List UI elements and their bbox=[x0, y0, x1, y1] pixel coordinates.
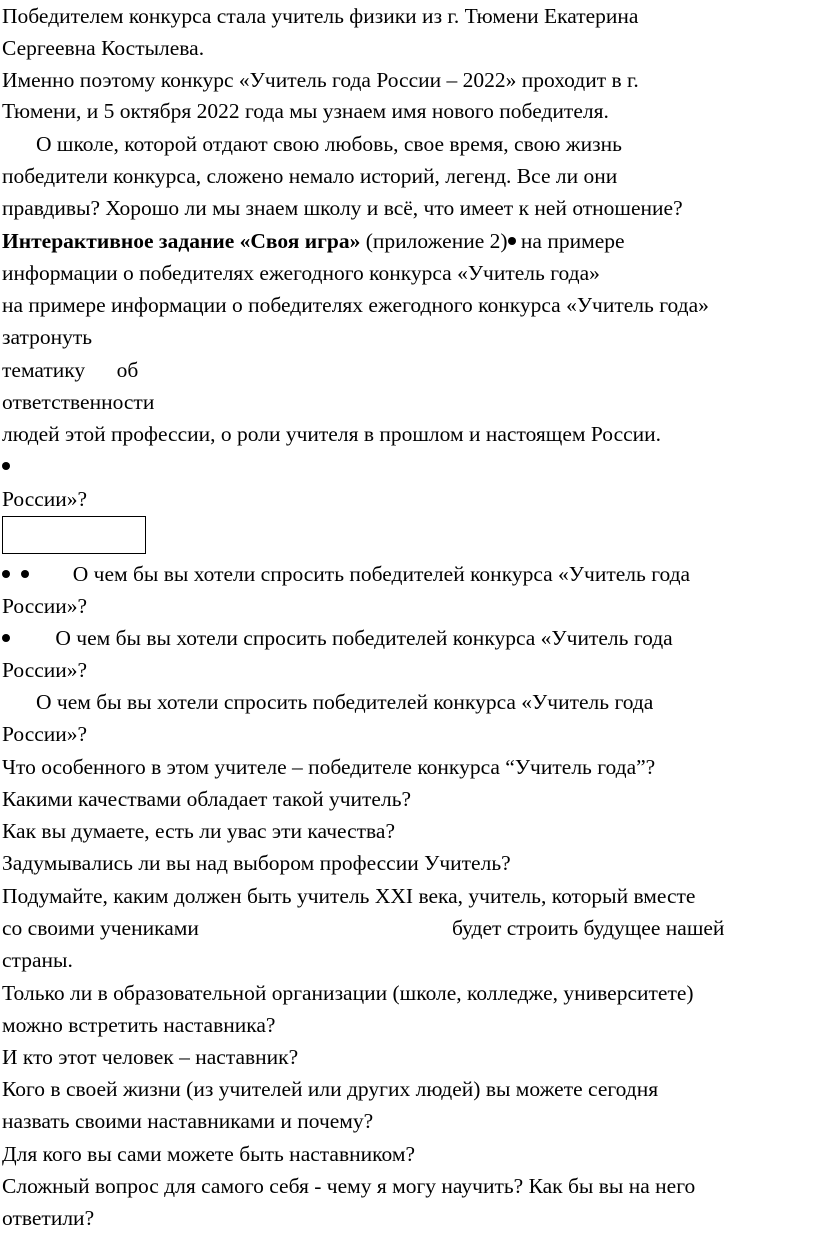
paragraph-line: России»? bbox=[2, 594, 88, 618]
bullet-icon bbox=[2, 570, 10, 578]
word: об bbox=[116, 358, 139, 382]
paragraph-line: Кого в своей жизни (из учителей или других людей) вы можете сегодня bbox=[2, 1077, 659, 1101]
paragraph-line: Подумайте, каким должен быть учитель XXI века, учитель, который вместе bbox=[2, 884, 696, 908]
task-appendix: (приложение 2) bbox=[360, 229, 508, 253]
paragraph-line: победители конкурса, сложено немало историй, легенд. Все ли они bbox=[2, 164, 618, 188]
word: тематику bbox=[2, 358, 86, 382]
paragraph-line: Как вы думаете, есть ли увас эти качества? bbox=[2, 819, 396, 843]
empty-box bbox=[2, 516, 146, 554]
paragraph-line: России»? bbox=[2, 487, 88, 511]
paragraph-line: людей этой профессии, о роли учителя в прошлом и настоящем России. bbox=[2, 422, 662, 446]
question-text: О чем бы вы хотели спросить победителей конкурса «Учитель года bbox=[72, 562, 691, 586]
question-text: О чем бы вы хотели спросить победителей конкурса «Учитель года bbox=[55, 626, 673, 650]
task-rest: на примере bbox=[515, 229, 625, 253]
paragraph-line: Тюмени, и 5 октября 2022 года мы узнаем имя нового победителя. bbox=[2, 99, 609, 123]
paragraph-line: информации о победителях ежегодного конкурса «Учитель года» bbox=[2, 261, 600, 285]
paragraph-line: назвать своими наставниками и почему? bbox=[2, 1109, 374, 1133]
paragraph-line: правдивы? Хорошо ли мы знаем школу и всё, что имеет к ней отношение? bbox=[2, 196, 683, 220]
paragraph-line: Сергеевна Костылева. bbox=[2, 36, 205, 60]
word: будет строить будущее нашей bbox=[452, 916, 725, 940]
paragraph-line: Именно поэтому конкурс «Учитель года России – 2022» проходит в г. bbox=[2, 68, 639, 92]
paragraph-line: Какими качествами обладает такой учитель? bbox=[2, 787, 412, 811]
paragraph-line: России»? bbox=[2, 658, 88, 682]
paragraph-line: Только ли в образовательной организации (школе, колледже, университете) bbox=[2, 981, 694, 1005]
bullet-icon bbox=[21, 570, 29, 578]
paragraph-line: можно встретить наставника? bbox=[2, 1013, 276, 1037]
paragraph-line: страны. bbox=[2, 948, 73, 972]
task-heading-line bbox=[2, 227, 625, 255]
paragraph-line: О чем бы вы хотели спросить победителей конкурса «Учитель года bbox=[36, 690, 654, 714]
bullet-icon bbox=[508, 237, 516, 245]
bullet-icon bbox=[2, 634, 10, 642]
paragraph-line: Для кого вы сами можете быть наставником? bbox=[2, 1142, 415, 1166]
paragraph-line: России»? bbox=[2, 722, 88, 746]
paragraph-line: на примере информации о победителях ежегодного конкурса «Учитель года» bbox=[2, 293, 709, 317]
bullet-line bbox=[2, 452, 10, 480]
bullet-line bbox=[2, 560, 690, 588]
paragraph-line: Победителем конкурса стала учитель физики из г. Тюмени Екатерина bbox=[2, 4, 639, 28]
paragraph-line: Задумывались ли вы над выбором профессии Учитель? bbox=[2, 851, 511, 875]
paragraph-line: ответили? bbox=[2, 1206, 95, 1230]
word: со своими учениками bbox=[2, 916, 199, 940]
paragraph-line bbox=[2, 914, 725, 942]
bullet-line bbox=[2, 624, 673, 652]
paragraph-line: Сложный вопрос для самого себя - чему я могу научить? Как бы вы на него bbox=[2, 1174, 696, 1198]
paragraph-line: ответственности bbox=[2, 390, 155, 414]
paragraph-line: И кто этот человек – наставник? bbox=[2, 1045, 299, 1069]
paragraph-line: затронуть bbox=[2, 325, 93, 349]
paragraph-line: О школе, которой отдают свою любовь, свое время, свою жизнь bbox=[36, 132, 622, 156]
paragraph-line bbox=[2, 356, 138, 384]
paragraph-line: Что особенного в этом учителе – победителе конкурса “Учитель года”? bbox=[2, 755, 656, 779]
task-title: Интерактивное задание «Своя игра» bbox=[2, 229, 361, 253]
bullet-icon bbox=[2, 462, 10, 470]
